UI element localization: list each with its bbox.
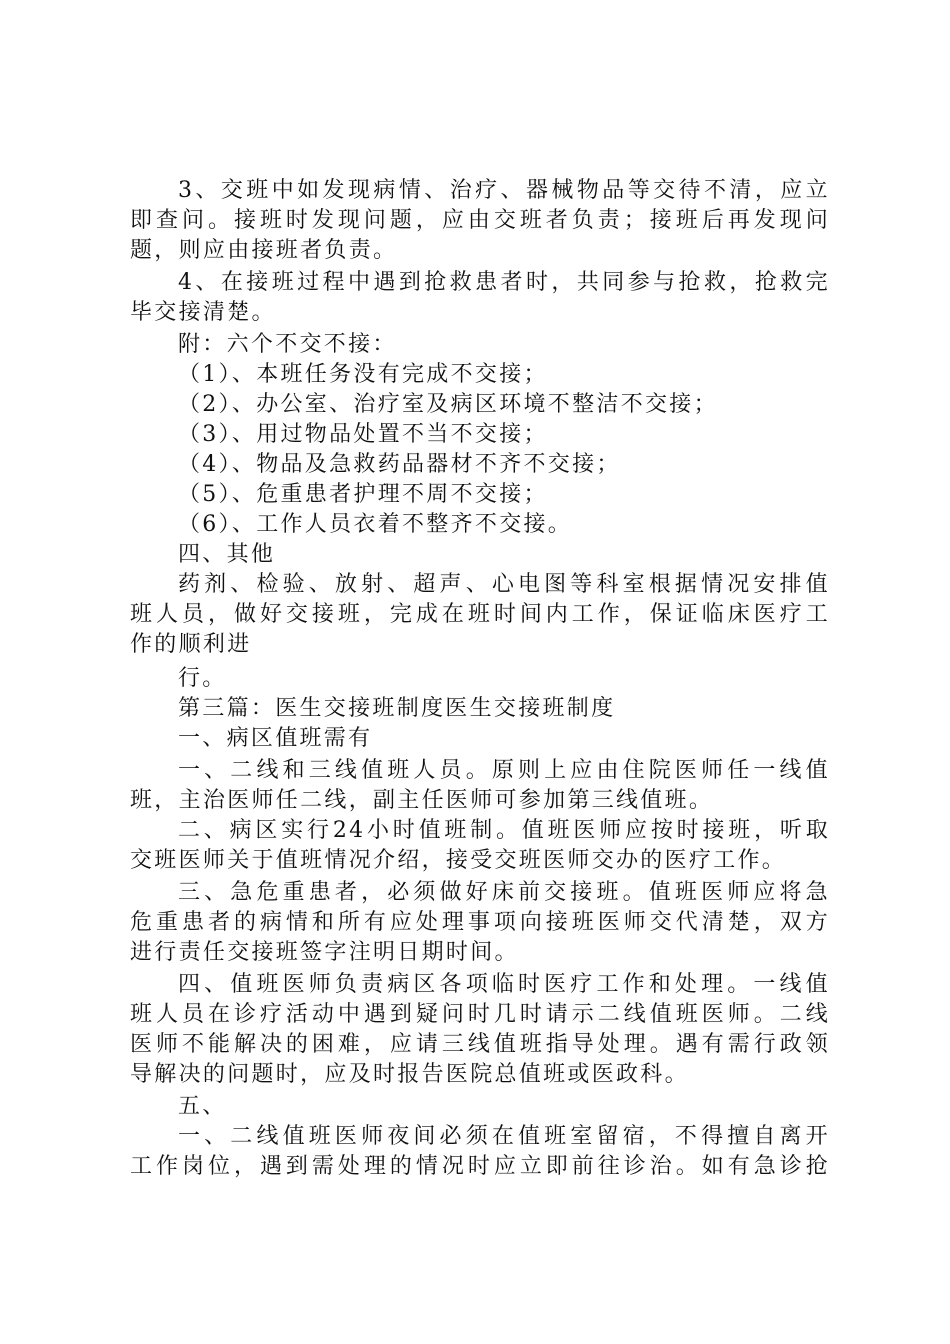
text-line: 毕交接清楚。 bbox=[130, 300, 276, 325]
text-line: 导解决的问题时，应及时报告医院总值班或医政科。 bbox=[130, 1062, 689, 1087]
text-line: （2）、办公室、治疗室及病区环境不整洁不交接； bbox=[178, 392, 718, 417]
text-line: 一、病区值班需有 bbox=[178, 726, 373, 751]
text-line: 3、交班中如发现病情、治疗、器械物品等交待不清，应立 bbox=[178, 178, 830, 203]
text-line: 班人员在诊疗活动中遇到疑问时几时请示二线值班医师。二线 bbox=[130, 1002, 830, 1027]
text-line: 即查问。接班时发现问题，应由交班者负责；接班后再发现问 bbox=[130, 208, 830, 233]
text-line: 医师不能解决的困难，应请三线值班指导处理。遇有需行政领 bbox=[130, 1032, 830, 1057]
text-line: 题，则应由接班者负责。 bbox=[130, 238, 398, 263]
text-line: 四、其他 bbox=[178, 542, 276, 567]
text-line: 第三篇：医生交接班制度医生交接班制度 bbox=[178, 696, 616, 721]
text-line: 四、值班医师负责病区各项临时医疗工作和处理。一线值 bbox=[178, 972, 830, 997]
text-line: 班人员，做好交接班，完成在班时间内工作，保证临床医疗工 bbox=[130, 602, 830, 627]
text-line: 4、在接班过程中遇到抢救患者时，共同参与抢救，抢救完 bbox=[178, 270, 830, 295]
text-line: 交班医师关于值班情况介绍，接受交班医师交办的医疗工作。 bbox=[130, 848, 787, 873]
text-line: 药剂、检验、放射、超声、心电图等科室根据情况安排值 bbox=[178, 572, 830, 597]
text-line: （5）、危重患者护理不周不交接； bbox=[178, 482, 548, 507]
text-line: （4）、物品及急救药品器材不齐不交接； bbox=[178, 452, 621, 477]
text-line: 一、二线和三线值班人员。原则上应由住院医师任一线值 bbox=[178, 758, 830, 783]
text-line: 进行责任交接班签字注明日期时间。 bbox=[130, 940, 519, 965]
text-line: 班，主治医师任二线，副主任医师可参加第三线值班。 bbox=[130, 788, 714, 813]
text-line: （1）、本班任务没有完成不交接； bbox=[178, 362, 548, 387]
text-line: （3）、用过物品处置不当不交接； bbox=[178, 422, 548, 447]
text-line: （6）、工作人员衣着不整齐不交接。 bbox=[178, 512, 573, 537]
text-line: 三、急危重患者，必须做好床前交接班。值班医师应将急 bbox=[178, 880, 830, 905]
text-line: 行。 bbox=[178, 666, 227, 691]
text-line: 工作岗位，遇到需处理的情况时应立即前往诊治。如有急诊抢 bbox=[130, 1154, 830, 1179]
text-line: 二、病区实行24小时值班制。值班医师应按时接班，听取 bbox=[178, 818, 830, 843]
text-line: 五、 bbox=[178, 1094, 227, 1119]
text-line: 一、二线值班医师夜间必须在值班室留宿，不得擅自离开 bbox=[178, 1124, 830, 1149]
text-line: 附：六个不交不接： bbox=[178, 332, 397, 357]
text-line: 危重患者的病情和所有应处理事项向接班医师交代清楚，双方 bbox=[130, 910, 830, 935]
text-line: 作的顺利进 bbox=[130, 632, 252, 657]
